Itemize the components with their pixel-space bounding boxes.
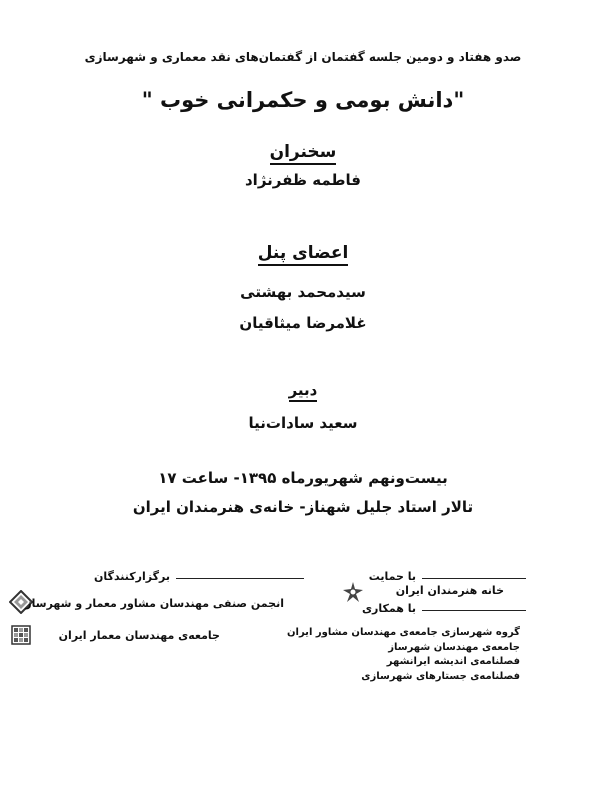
organizers-rule xyxy=(176,578,304,579)
panel-heading-text: اعضای پنل xyxy=(258,243,349,266)
speaker-heading-text: سخنران xyxy=(270,142,337,165)
cooperators-list xyxy=(280,626,520,684)
panel-heading xyxy=(0,243,606,263)
organizer-name: جامعه‌ی مهندسان معمار ایران xyxy=(58,629,220,642)
cooperator-item: فصلنامه‌ی جستارهای شهرسازی xyxy=(361,670,520,682)
event-venue: تالار استاد جلیل شهناز- خانه‌ی هنرمندان ایران xyxy=(132,498,474,516)
organizer-name: انجمن صنفی مهندسان مشاور معمار و شهرساز xyxy=(25,597,284,610)
cooperator-item: جامعه‌ی مهندسان شهرساز xyxy=(388,641,520,653)
supporter-name: خانه هنرمندان ایران xyxy=(395,584,504,597)
grid-logo-icon xyxy=(11,625,31,645)
cooperation-rule xyxy=(422,610,526,611)
panel-member: غلامرضا میثاقیان xyxy=(239,314,367,332)
support-rule xyxy=(422,578,526,579)
cooperator-item: فصلنامه‌ی اندیشه ایرانشهر xyxy=(386,656,520,667)
secretary-heading xyxy=(0,381,606,399)
organizers-label: برگزارکنندگان xyxy=(94,570,170,583)
support-label: با حمایت xyxy=(368,570,416,583)
event-date-time: بیست‌ونهم شهریورماه ۱۳۹۵- ساعت ۱۷ xyxy=(158,469,448,487)
secretary-heading-text: دبیر xyxy=(289,381,318,402)
secretary-name: سعید سادات‌نیا xyxy=(248,414,358,432)
event-title: "دانش بومی و حکمرانی خوب " xyxy=(141,88,465,112)
cooperation-label: با همکاری xyxy=(361,602,416,615)
panel-member: سیدمحمد بهشتی xyxy=(240,283,366,301)
artists-house-logo-icon xyxy=(342,581,364,603)
speaker-name: فاطمه ظفرنژاد xyxy=(244,171,361,189)
session-subtitle: صدو هفتاد و دومین جلسه گفتمان از گفتمان‌های نقد معماری و شهرسازی xyxy=(84,50,522,64)
cooperator-item: گروه شهرسازی جامعه‌ی مهندسان مشاور ایران xyxy=(287,627,520,638)
speaker-heading xyxy=(0,142,606,162)
